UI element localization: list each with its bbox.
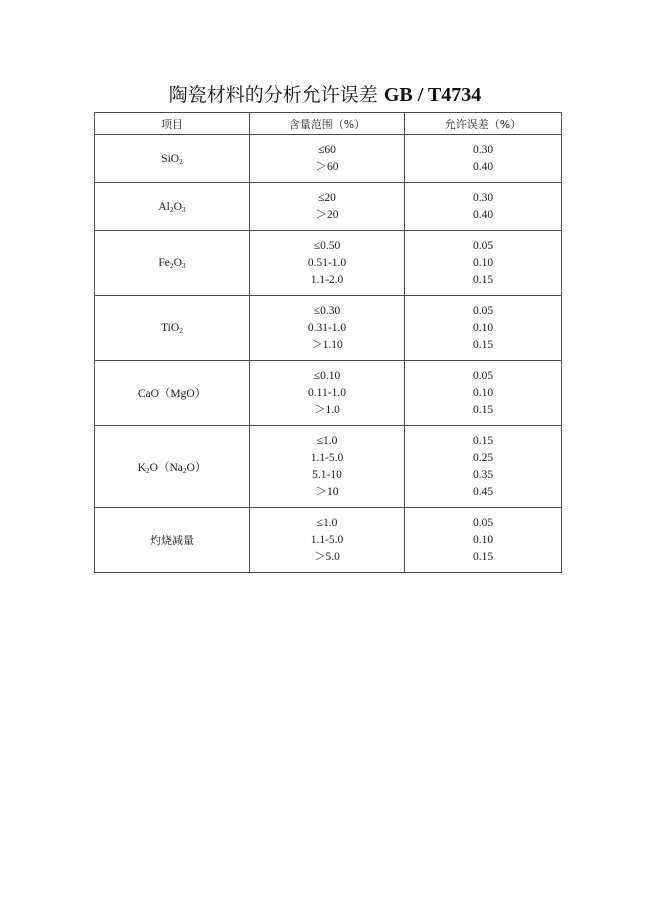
table-row bbox=[95, 426, 562, 508]
range-value: ＞5.0 bbox=[314, 551, 340, 563]
range-value: 0.51-1.0 bbox=[307, 257, 347, 269]
table-row bbox=[95, 135, 562, 183]
table-row bbox=[95, 183, 562, 231]
item-cell: $Al_2O_3$ bbox=[95, 183, 250, 231]
error-cell bbox=[405, 426, 562, 508]
error-value: 0.15 bbox=[472, 339, 494, 351]
range-value: ＞1.10 bbox=[311, 339, 343, 351]
title-text: 陶瓷材料的分析允许误差 bbox=[168, 84, 378, 106]
standard-code: GB / T4734 bbox=[383, 84, 482, 106]
range-value: ≤0.10 bbox=[313, 370, 341, 382]
error-value: 0.15 bbox=[472, 404, 494, 416]
error-value: 0.25 bbox=[472, 452, 494, 464]
range-value: 0.11-1.0 bbox=[308, 387, 346, 399]
item-cell: $Fe_2O_3$ bbox=[95, 231, 250, 296]
range-value: ＞1.0 bbox=[314, 404, 340, 416]
table-row bbox=[95, 231, 562, 296]
range-value: 1.1-2.0 bbox=[310, 274, 344, 286]
item-cell: $K_2O(Na_2O)$ bbox=[95, 426, 250, 508]
table-header bbox=[95, 113, 562, 135]
error-value: 0.35 bbox=[472, 469, 494, 481]
range-value: ≤20 bbox=[318, 192, 336, 204]
range-cell bbox=[250, 296, 405, 361]
range-value: ≤60 bbox=[318, 144, 336, 156]
error-cell bbox=[405, 231, 562, 296]
range-value: ≤1.0 bbox=[316, 435, 338, 447]
error-cell bbox=[405, 296, 562, 361]
item-cell: TiO$_2$ bbox=[95, 296, 250, 361]
error-value: 0.10 bbox=[472, 534, 494, 546]
range-value: 1.1-5.0 bbox=[310, 452, 344, 464]
range-value: ≤0.30 bbox=[313, 305, 341, 317]
error-value: 0.05 bbox=[472, 305, 494, 317]
header-item: 项目 bbox=[95, 113, 250, 135]
error-value: 0.40 bbox=[472, 209, 494, 221]
table-row bbox=[95, 508, 562, 573]
item-cell: 灼烧减量 bbox=[95, 508, 250, 573]
header-row bbox=[95, 113, 562, 135]
range-cell bbox=[250, 426, 405, 508]
error-value: 0.40 bbox=[472, 161, 494, 173]
range-cell bbox=[250, 508, 405, 573]
range-cell bbox=[250, 361, 405, 426]
error-value: 0.15 bbox=[472, 274, 494, 286]
table-row bbox=[95, 361, 562, 426]
error-cell bbox=[405, 508, 562, 573]
range-value: 5.1-10 bbox=[312, 469, 342, 481]
error-value: 0.10 bbox=[472, 257, 494, 269]
error-value: 0.05 bbox=[472, 370, 494, 382]
range-value: ≤0.50 bbox=[313, 240, 341, 252]
error-value: 0.10 bbox=[472, 322, 494, 334]
range-cell bbox=[250, 135, 405, 183]
error-value: 0.05 bbox=[472, 517, 494, 529]
range-value: ＞10 bbox=[315, 486, 339, 498]
error-cell bbox=[405, 135, 562, 183]
item-cell: SiO$_2$ bbox=[95, 135, 250, 183]
item-cell: CaO（MgO） bbox=[95, 361, 250, 426]
error-value: 0.15 bbox=[472, 551, 494, 563]
range-value: 0.31-1.0 bbox=[307, 322, 347, 334]
range-value: ＞60 bbox=[315, 161, 339, 173]
error-value: 0.10 bbox=[472, 387, 494, 399]
error-value: 0.30 bbox=[472, 144, 494, 156]
page-title bbox=[0, 82, 650, 108]
header-range: 含量范围（%） bbox=[250, 113, 405, 135]
error-cell bbox=[405, 183, 562, 231]
error-value: 0.30 bbox=[472, 192, 494, 204]
table-row bbox=[95, 296, 562, 361]
error-value: 0.15 bbox=[472, 435, 494, 447]
header-error: 允许误差（%） bbox=[405, 113, 562, 135]
range-value: ≤1.0 bbox=[316, 517, 338, 529]
range-cell bbox=[250, 183, 405, 231]
tolerance-table bbox=[94, 112, 562, 573]
table-body bbox=[95, 135, 562, 573]
range-value: 1.1-5.0 bbox=[310, 534, 344, 546]
range-cell bbox=[250, 231, 405, 296]
error-cell bbox=[405, 361, 562, 426]
range-value: ＞20 bbox=[315, 209, 339, 221]
error-value: 0.45 bbox=[472, 486, 494, 498]
error-value: 0.05 bbox=[472, 240, 494, 252]
